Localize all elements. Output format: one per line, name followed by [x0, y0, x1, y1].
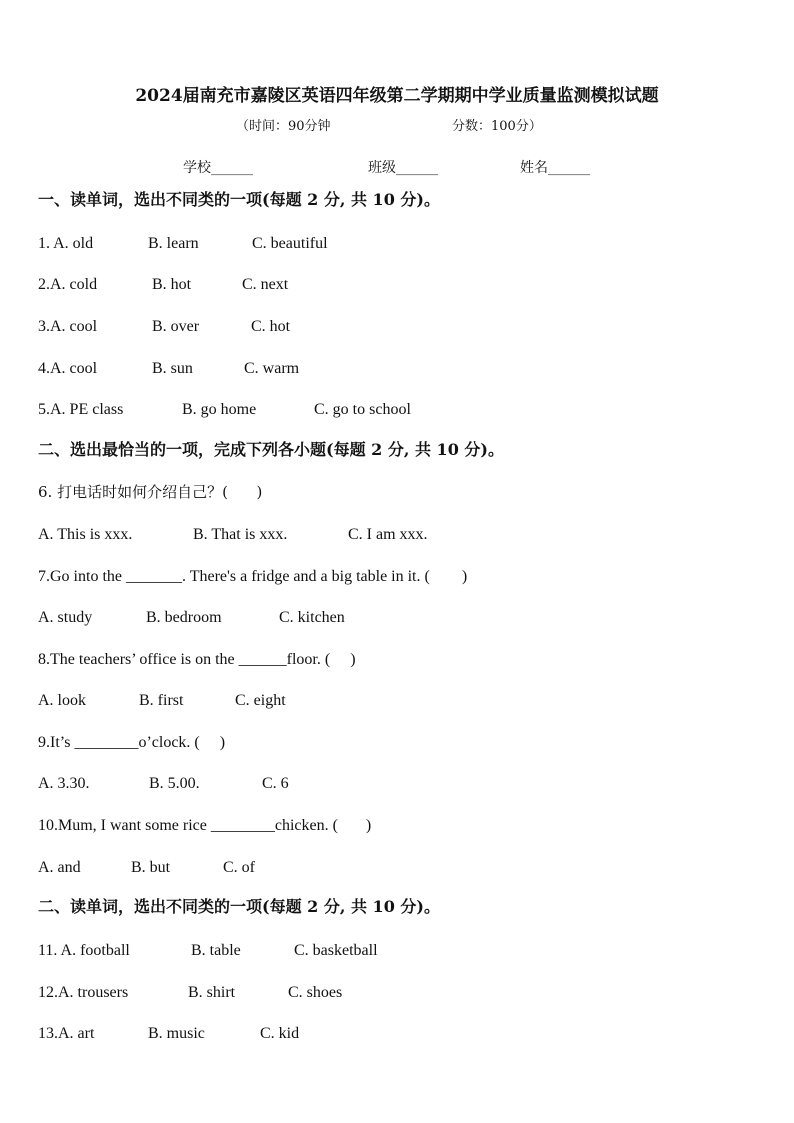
q1-option-c: C. beautiful [252, 235, 328, 252]
q10-stem: 10.Mum, I want some rice ________chicken. ( ) [38, 817, 372, 834]
q9-option-c: C. 6 [262, 775, 289, 792]
q6-option-c: C. I am xxx. [348, 526, 428, 543]
q12-option-b: B. shirt [188, 984, 236, 1001]
q8-option-a: A. look [38, 692, 86, 709]
q2-option-a: 2.A. cold [38, 276, 98, 293]
q4-option-a: 4.A. cool [38, 360, 98, 377]
q10-option-b: B. but [131, 859, 171, 876]
q12-option-a: 12.A. trousers [38, 984, 129, 1001]
exam-time: （时间：90分钟 [236, 119, 331, 134]
q6-stem: 6. 打电话时如何介绍自己？( ) [38, 483, 263, 501]
q8-option-c: C. eight [235, 692, 286, 709]
q5-option-c: C. go to school [314, 401, 411, 418]
q11-option-a: 11. A. football [38, 942, 130, 959]
q9-stem: 9.It’s ________o’clock. ( ) [38, 734, 226, 751]
q7-option-c: C. kitchen [279, 609, 345, 626]
q13-option-b: B. music [148, 1025, 205, 1042]
q3-option-b: B. over [152, 318, 200, 335]
q9-option-a: A. 3.30. [38, 775, 90, 792]
q1-option-a: 1. A. old [38, 235, 94, 252]
q5-option-a: 5.A. PE class [38, 401, 124, 418]
q11-option-c: C. basketball [294, 942, 378, 959]
q13-option-a: 13.A. art [38, 1025, 95, 1042]
q12-option-c: C. shoes [288, 984, 343, 1001]
class-field: 班级______ [368, 160, 438, 176]
exam-score: 分数：100分） [452, 119, 542, 134]
section-3-title: 二、读单词，选出不同类的一项(每题 2 分, 共 10 分)。 [38, 897, 440, 916]
q11-option-b: B. table [191, 942, 241, 959]
q1-option-b: B. learn [148, 235, 199, 252]
q10-option-c: C. of [223, 859, 255, 876]
q13-option-c: C. kid [260, 1025, 300, 1042]
q8-option-b: B. first [139, 692, 184, 709]
q8-stem: 8.The teachers’ office is on the ______floor. ( ) [38, 651, 356, 668]
q7-option-a: A. study [38, 609, 93, 626]
q6-option-a: A. This is xxx. [38, 526, 133, 543]
q3-option-c: C. hot [251, 318, 291, 335]
q2-option-c: C. next [242, 276, 289, 293]
q7-stem: 7.Go into the _______. There's a fridge and a big table in it. ( ) [38, 568, 468, 585]
name-field: 姓名______ [520, 160, 590, 176]
q4-option-b: B. sun [152, 360, 193, 377]
section-2-title: 二、选出最恰当的一项，完成下列各小题(每题 2 分, 共 10 分)。 [38, 440, 504, 459]
q2-option-b: B. hot [152, 276, 192, 293]
q3-option-a: 3.A. cool [38, 318, 98, 335]
q4-option-c: C. warm [244, 360, 300, 377]
q10-option-a: A. and [38, 859, 81, 876]
q9-option-b: B. 5.00. [149, 775, 200, 792]
school-field: 学校______ [183, 160, 253, 176]
q7-option-b: B. bedroom [146, 609, 222, 626]
q5-option-b: B. go home [182, 401, 257, 418]
q6-option-b: B. That is xxx. [193, 526, 288, 543]
page-title: 2024届南充市嘉陵区英语四年级第二学期期中学业质量监测模拟试题 [135, 86, 659, 106]
section-1-title: 一、读单词，选出不同类的一项(每题 2 分, 共 10 分)。 [38, 190, 440, 209]
